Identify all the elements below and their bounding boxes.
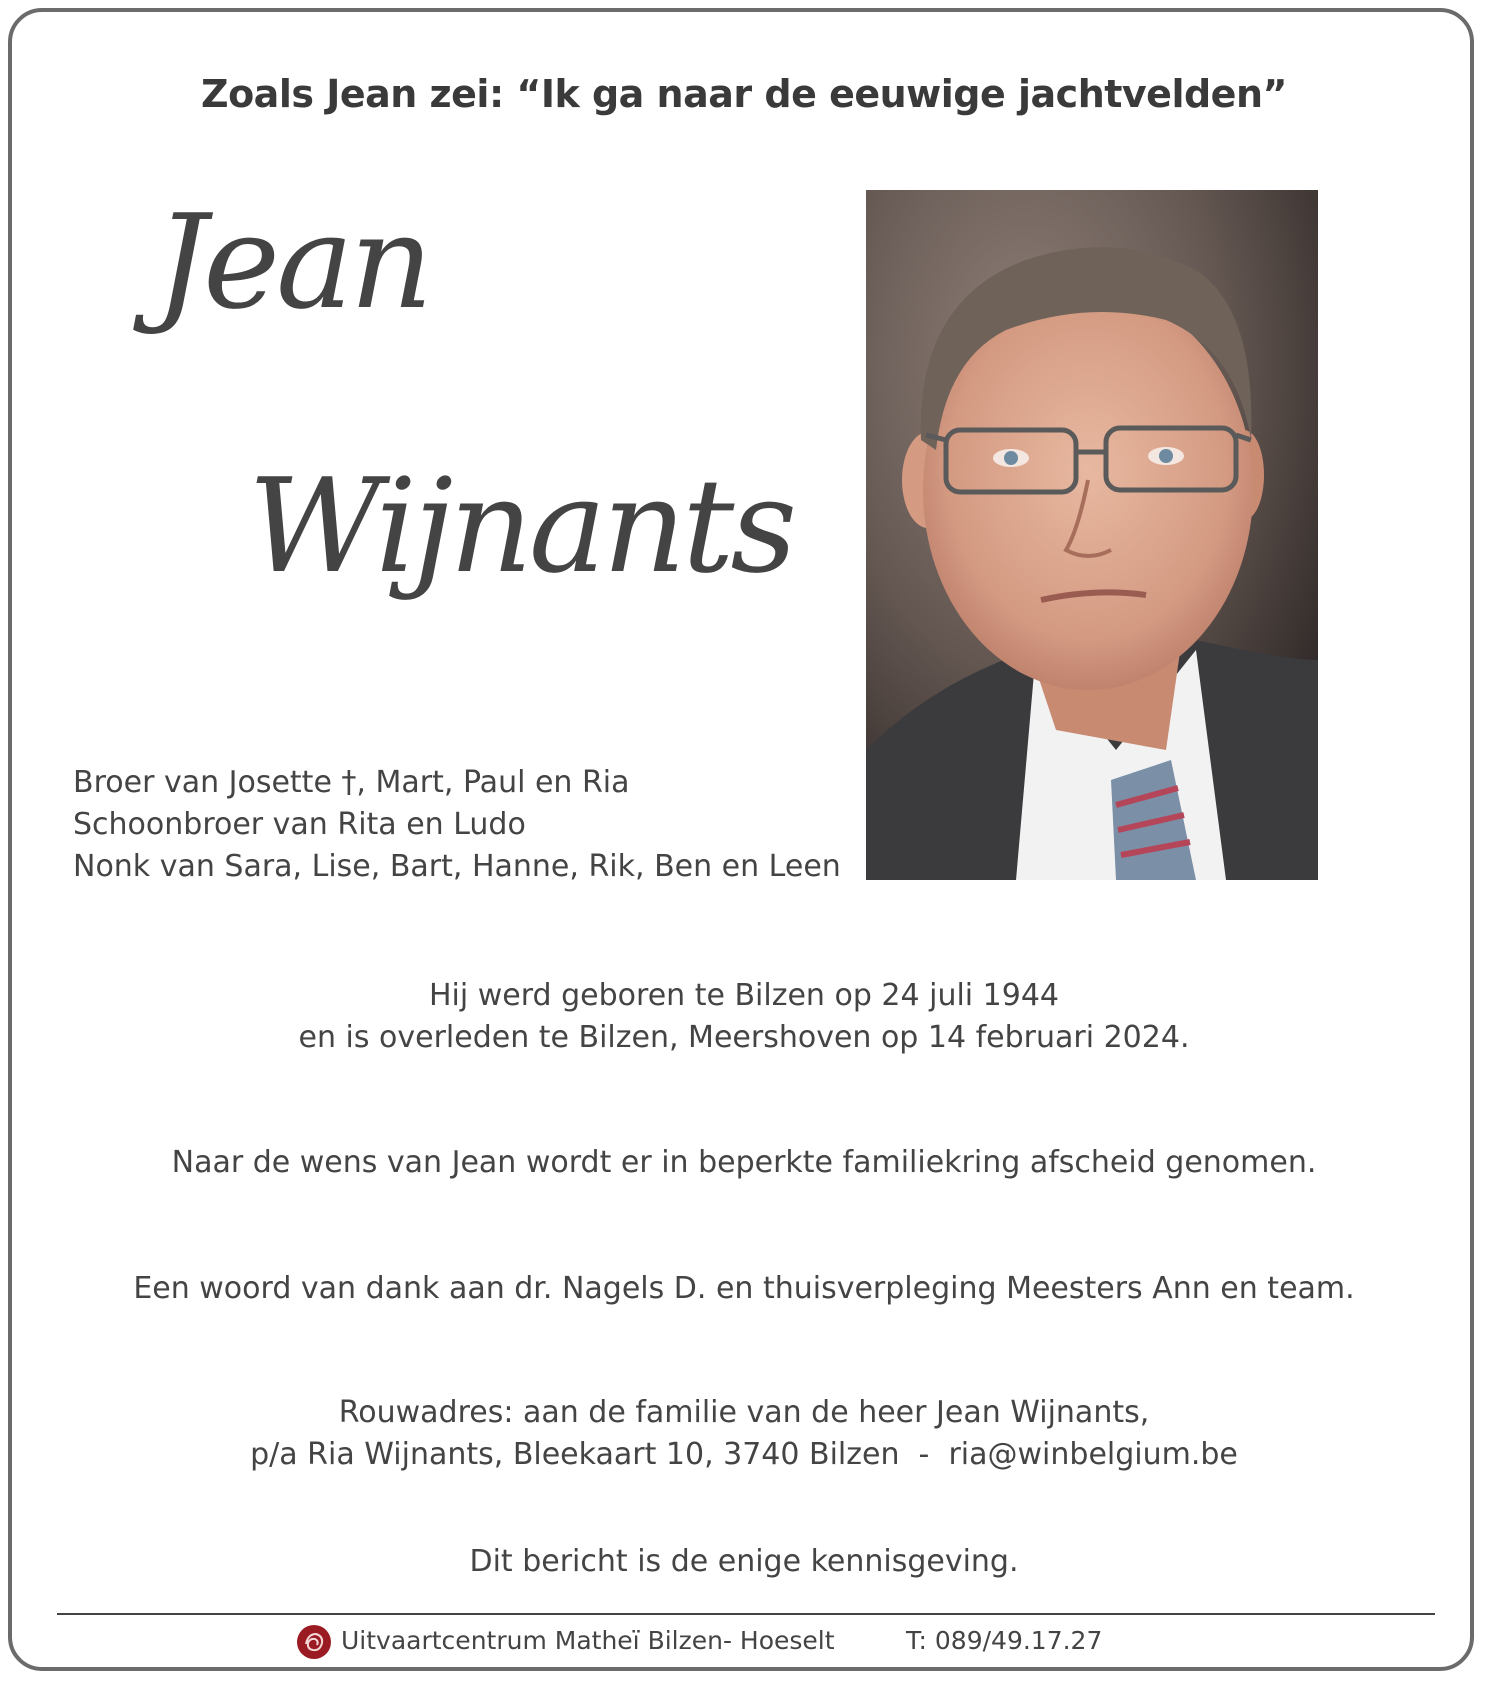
funeral-home-name: Uitvaartcentrum Matheï Bilzen- Hoeselt	[341, 1626, 835, 1655]
farewell-text: Naar de wens van Jean wordt er in beperkte familiekring afscheid genomen.	[171, 1145, 1317, 1180]
quote-heading: Zoals Jean zei: “Ik ga naar de eeuwige jachtvelden”	[201, 72, 1287, 116]
last-name: Wijnants	[248, 450, 794, 602]
family-list	[73, 762, 841, 888]
rose-logo-icon	[296, 1624, 332, 1660]
first-name: Jean	[155, 186, 430, 338]
birth-line: Hij werd geboren te Bilzen op 24 juli 1944	[428, 978, 1060, 1013]
address-line-2: p/a Ria Wijnants, Bleekaart 10, 3740 Bilzen - ria@winbelgium.be	[250, 1437, 1238, 1472]
family-line-siblings: Broer van Josette †, Mart, Paul en Ria	[73, 765, 630, 800]
family-line-in-laws: Schoonbroer van Rita en Ludo	[73, 807, 526, 842]
funeral-home-phone: T: 089/49.17.27	[906, 1626, 1103, 1655]
family-line-nieces-nephews: Nonk van Sara, Lise, Bart, Hanne, Rik, Ben en Leen	[73, 849, 841, 884]
address-line-1: Rouwadres: aan de familie van de heer Jean Wijnants,	[338, 1395, 1150, 1430]
footer-divider	[57, 1613, 1435, 1615]
death-line: en is overleden te Bilzen, Meershoven op 14 februari 2024.	[298, 1020, 1190, 1055]
thanks-text: Een woord van dank aan dr. Nagels D. en thuisverpleging Meesters Ann en team.	[133, 1271, 1355, 1306]
portrait-photo	[866, 190, 1318, 880]
notice-text: Dit bericht is de enige kennisgeving.	[469, 1544, 1019, 1579]
portrait-illustration	[866, 190, 1318, 880]
